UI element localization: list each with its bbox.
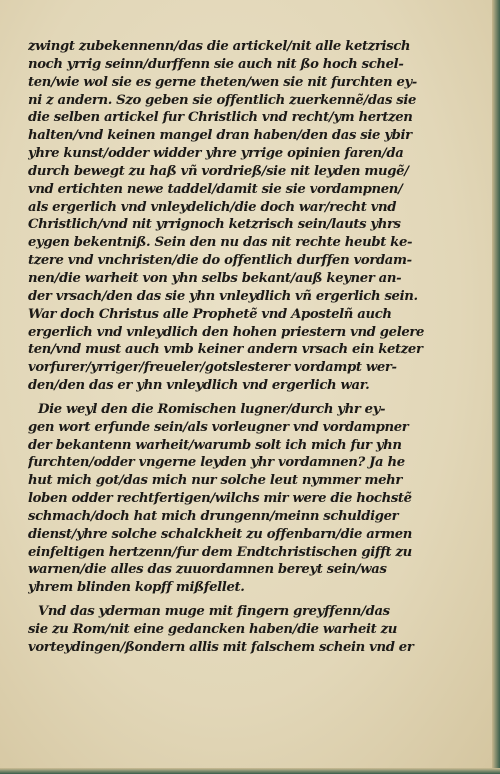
text-line: noch yrrig seinn/durffenn sie auch nit ßo hoch schel- bbox=[28, 56, 404, 72]
text-line: Vnd das yderman muge mit fingern greyffenn/das bbox=[38, 604, 390, 620]
text-line: vnd ertichten newe taddel/damit sie sie vordampnen/ bbox=[28, 181, 403, 197]
text-line: der vrsach/den das sie yhn vnleydlich vñ ergerlich sein. bbox=[28, 288, 418, 304]
text-line: ni z andern. Szo geben sie offentlich zuerkennẽ/das sie bbox=[28, 92, 417, 108]
text-line: einfeltigen hertzenn/fur dem Endtchristischen gifft zu bbox=[28, 544, 412, 560]
text-line: zwingt zubekennenn/das die artickel/nit alle ketzrisch bbox=[28, 39, 411, 54]
text-line: furchten/odder vngerne leyden yhr vordamnen? Ja he bbox=[28, 455, 405, 471]
text-line: ergerlich vnd vnleydlich den hohen priestern vnd gelere bbox=[28, 324, 425, 340]
text-line: War doch Christus alle Prophetẽ vnd Apostelñ auch bbox=[28, 306, 392, 322]
text-line: hut mich got/das mich nur solche leut nymmer mehr bbox=[28, 473, 402, 489]
text-line: halten/vnd keinen mangel dran haben/den das sie ybir bbox=[28, 128, 412, 144]
paragraph bbox=[28, 401, 476, 597]
text-line: eygen bekentniß. Sein den nu das nit rechte heubt ke- bbox=[28, 235, 413, 251]
paragraph bbox=[28, 38, 476, 395]
text-line: vorfurer/yrriger/freueler/gotslesterer vordampt wer- bbox=[28, 360, 397, 376]
text-line: gen wort erfunde sein/als vorleugner vnd vordampner bbox=[28, 419, 409, 435]
page-edge-right bbox=[492, 0, 500, 774]
text-line: yhre kunst/odder widder yhre yrrige opinien faren/da bbox=[28, 146, 404, 162]
text-line: loben odder rechtfertigen/wilchs mir were die hochstẽ bbox=[28, 491, 412, 507]
text-line: schmach/doch hat mich drungenn/meinn schuldiger bbox=[28, 508, 399, 524]
text-line: tzere vnd vnchristen/die do offentlich durffen vordam- bbox=[28, 253, 412, 269]
text-line: sie zu Rom/nit eine gedancken haben/die warheit zu bbox=[28, 622, 398, 637]
text-line: durch bewegt zu haß vñ vordrieß/sie nit leyden mugẽ/ bbox=[28, 163, 409, 179]
text-line: die selben artickel fur Christlich vnd recht/ym hertzen bbox=[28, 110, 413, 126]
text-line: dienst/yhre solche schalckheit zu offenbarn/die armen bbox=[28, 526, 412, 542]
text-line: yhrem blinden kopff mißfellet. bbox=[28, 580, 245, 596]
text-line: nen/die warheit von yhn selbs bekant/auß keyner an- bbox=[28, 270, 402, 286]
text-line: vorteydingen/ßondern allis mit falschem schein vnd er bbox=[28, 639, 414, 655]
page-edge-bottom bbox=[0, 768, 500, 774]
paragraph bbox=[28, 603, 476, 657]
text-line: ten/vnd must auch vmb keiner andern vrsach ein ketzer bbox=[28, 342, 423, 358]
text-line: den/den das er yhn vnleydlich vnd ergerlich war. bbox=[28, 378, 370, 394]
text-line: Die weyl den die Romischen lugner/durch yhr ey- bbox=[38, 401, 386, 417]
text-line: ten/wie wol sie es gerne theten/wen sie nit furchten ey- bbox=[28, 74, 417, 90]
text-line: Christlich/vnd nit yrrignoch ketzrisch sein/lauts yhrs bbox=[28, 217, 401, 233]
text-line: der bekantenn warheit/warumb solt ich mich fur yhn bbox=[28, 437, 402, 453]
text-line: als ergerlich vnd vnleydelich/die doch war/recht vnd bbox=[28, 199, 397, 215]
text-line: warnen/die alles das zuuordamnen bereyt sein/was bbox=[28, 562, 387, 578]
text-block bbox=[28, 38, 476, 657]
